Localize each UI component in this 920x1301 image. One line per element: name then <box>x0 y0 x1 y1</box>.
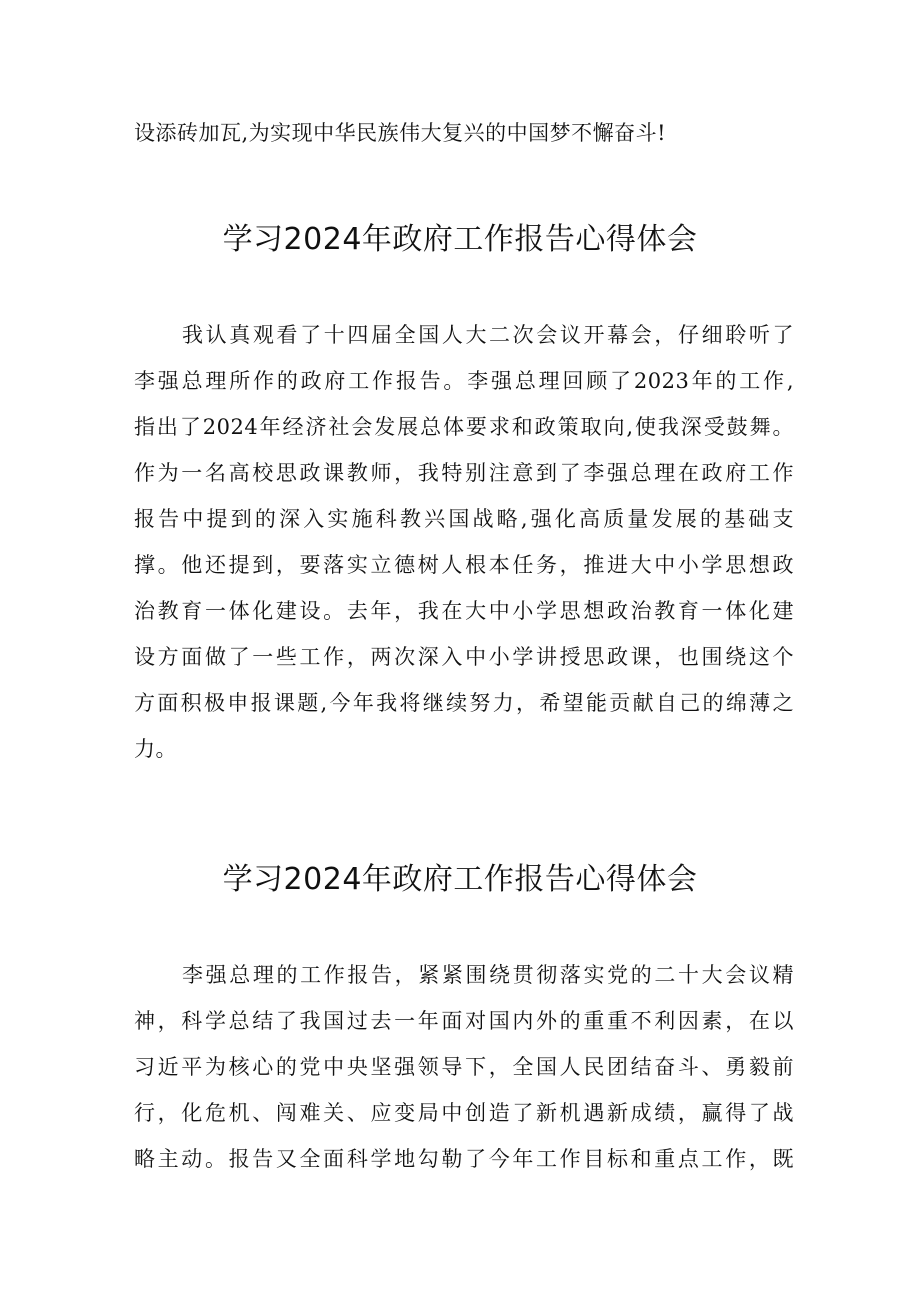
paragraph-line: 撑。他还提到，要落实立德树人根本任务，推进大中小学思想政 <box>134 553 794 577</box>
paragraph-line: 神，科学总结了我国过去一年面对国内外的重重不利因素，在以 <box>134 1009 794 1033</box>
paragraph-line: 李强总理所作的政府工作报告。李强总理回顾了2023年的工作, <box>134 369 794 393</box>
paragraph-line: 指出了2024年经济社会发展总体要求和政策取向,使我深受鼓舞。 <box>134 415 794 439</box>
section-title: 学习2024年政府工作报告心得体会 <box>222 222 698 257</box>
paragraph-line: 习近平为核心的党中央坚强领导下，全国人民团结奋斗、勇毅前 <box>134 1055 794 1079</box>
paragraph-line: 报告中提到的深入实施科教兴国战略,强化高质量发展的基础支 <box>134 507 794 531</box>
paragraph-line: 方面积极申报课题,今年我将继续努力，希望能贡献自己的绵薄之 <box>134 691 794 715</box>
paragraph-line: 行，化危机、闯难关、应变局中创造了新机遇新成绩，赢得了战 <box>134 1101 794 1125</box>
paragraph-line: 略主动。报告又全面科学地勾勒了今年工作目标和重点工作，既 <box>134 1147 794 1171</box>
paragraph-line: 设添砖加瓦,为实现中华民族伟大复兴的中国梦不懈奋斗! <box>134 121 667 145</box>
paragraph-line: 设方面做了一些工作，两次深入中小学讲授思政课，也围绕这个 <box>134 645 794 669</box>
section-title: 学习2024年政府工作报告心得体会 <box>222 862 698 897</box>
paragraph-line: 李强总理的工作报告，紧紧围绕贯彻落实党的二十大会议精 <box>182 963 794 987</box>
paragraph-line: 治教育一体化建设。去年，我在大中小学思想政治教育一体化建 <box>134 599 794 623</box>
paragraph-line: 作为一名高校思政课教师，我特别注意到了李强总理在政府工作 <box>134 461 794 485</box>
paragraph-line: 力。 <box>134 737 177 761</box>
paragraph-line: 我认真观看了十四届全国人大二次会议开幕会，仔细聆听了 <box>182 323 794 347</box>
